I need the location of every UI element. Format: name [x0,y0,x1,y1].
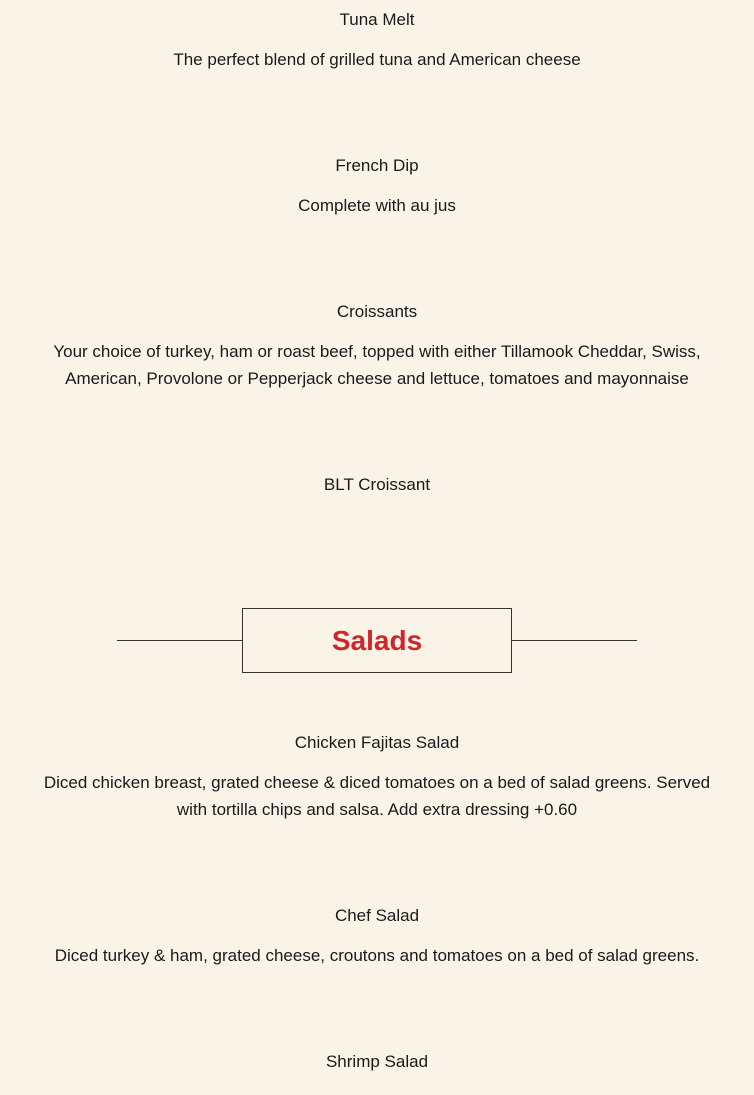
divider-left [117,640,242,641]
menu-item-name: BLT Croissant [323,475,431,494]
divider-right [512,640,637,641]
menu-item-chef-salad [0,906,754,969]
menu-item-name: Croissants [336,302,418,321]
menu-item-french-dip [0,156,754,219]
menu-item-tuna-melt [0,10,754,73]
menu-item-description: Diced turkey & ham, grated cheese, croutons and tomatoes on a bed of salad greens. [54,946,700,965]
section-title-box [242,608,512,673]
menu-item-chicken-fajitas-salad [0,733,754,823]
menu-item-shrimp-salad [0,1052,754,1072]
menu-item-description: Complete with au jus [298,196,456,215]
menu-item-description: Your choice of turkey, ham or roast beef, topped with either Tillamook Cheddar, Swiss, American, Provolone or Pepperjack cheese and lettuce, tomatoes and mayonnaise [53,342,701,388]
menu-item-croissants [0,302,754,392]
menu-item-name: Chef Salad [334,906,420,925]
menu-item-description: The perfect blend of grilled tuna and American cheese [173,50,581,69]
menu-item-name: Shrimp Salad [325,1052,429,1071]
section-header-salads [0,608,754,673]
menu-item-blt-croissant [0,475,754,495]
menu-item-name: Tuna Melt [339,10,415,29]
menu-item-name: French Dip [335,156,419,175]
menu-item-description: Diced chicken breast, grated cheese & diced tomatoes on a bed of salad greens. Served with tortilla chips and salsa. Add extra dressing +0.60 [43,773,711,819]
section-title: Salads [331,625,423,656]
menu-item-name: Chicken Fajitas Salad [294,733,460,752]
